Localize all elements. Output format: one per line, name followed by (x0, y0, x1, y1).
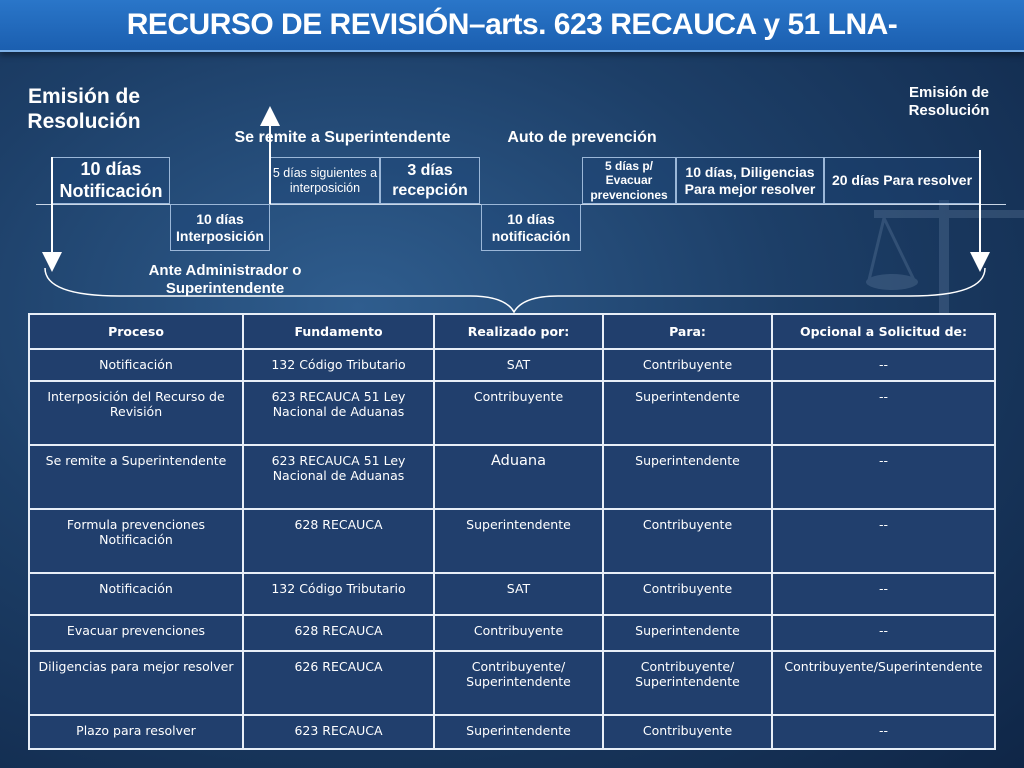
cell-opcional: -- (772, 445, 995, 509)
cell-realizado: SAT (434, 573, 603, 615)
cell-proceso: Formula prevenciones Notificación (29, 509, 243, 573)
cell-para: Superintendente (603, 381, 772, 445)
box-notificacion2: 10 días notificación (481, 204, 581, 251)
se-remite-label: Se remite a Superintendente (234, 129, 451, 146)
cell-realizado: Superintendente (434, 715, 603, 749)
cell-opcional: -- (772, 349, 995, 381)
table-row (29, 573, 995, 615)
cell-proceso: Evacuar prevenciones (29, 615, 243, 651)
cell-para: Contribuyente (603, 573, 772, 615)
auto-prevencion-label: Auto de prevención (507, 129, 657, 146)
cell-realizado: SAT (434, 349, 603, 381)
box-notificacion: 10 días Notificación (52, 157, 170, 204)
table-row (29, 715, 995, 749)
cell-para: Contribuyente (603, 349, 772, 381)
cell-proceso: Notificación (29, 573, 243, 615)
page-title: RECURSO DE REVISIÓN–arts. 623 RECAUCA y 51 LNA- (127, 0, 898, 50)
cell-opcional: -- (772, 509, 995, 573)
cell-fundamento: 132 Código Tributario (243, 349, 434, 381)
cell-realizado: Superintendente (434, 509, 603, 573)
cell-proceso: Plazo para resolver (29, 715, 243, 749)
cell-opcional: Contribuyente/Superintendente (772, 651, 995, 715)
box-evacuar: 5 días p/ Evacuar prevenciones (582, 157, 676, 204)
table-header-row (29, 314, 995, 349)
cell-fundamento: 628 RECAUCA (243, 509, 434, 573)
cell-para: Contribuyente (603, 715, 772, 749)
cell-opcional: -- (772, 573, 995, 615)
cell-fundamento: 626 RECAUCA (243, 651, 434, 715)
header-opcional: Opcional a Solicitud de: (772, 314, 995, 349)
box-diligencias: 10 días, Diligencias Para mejor resolver (676, 157, 824, 204)
table-row (29, 349, 995, 381)
box-interposicion: 10 días Interposición (170, 204, 270, 251)
cell-fundamento: 623 RECAUCA 51 Ley Nacional de Aduanas (243, 445, 434, 509)
cell-opcional: -- (772, 715, 995, 749)
cell-opcional: -- (772, 381, 995, 445)
table-row (29, 445, 995, 509)
cell-fundamento: 623 RECAUCA 51 Ley Nacional de Aduanas (243, 381, 434, 445)
cell-realizado: Contribuyente (434, 615, 603, 651)
process-table (28, 313, 996, 750)
cell-para: Superintendente (603, 445, 772, 509)
table-row (29, 651, 995, 715)
header-fundamento: Fundamento (243, 314, 434, 349)
page-subtitle: –arts. 623 RECAUCA y 51 LNA- (468, 8, 898, 41)
cell-proceso: Interposición del Recurso de Revisión (29, 381, 243, 445)
table-row (29, 615, 995, 651)
cell-proceso: Notificación (29, 349, 243, 381)
emision-resolucion-label: Emisión de Resolución (27, 85, 141, 134)
header-realizado: Realizado por: (434, 314, 603, 349)
cell-realizado: Contribuyente/ Superintendente (434, 651, 603, 715)
header-proceso: Proceso (29, 314, 243, 349)
cell-fundamento: 132 Código Tributario (243, 573, 434, 615)
emision-resolucion-right-label: Emisión de Resolución (908, 84, 990, 119)
cell-realizado: Aduana (434, 445, 603, 509)
cell-fundamento: 623 RECAUCA (243, 715, 434, 749)
cell-para: Contribuyente/ Superintendente (603, 651, 772, 715)
cell-proceso: Diligencias para mejor resolver (29, 651, 243, 715)
cell-fundamento: 628 RECAUCA (243, 615, 434, 651)
cell-para: Superintendente (603, 615, 772, 651)
ante-label: Ante Administrador o Superintendente (148, 262, 302, 297)
box-recepcion: 3 días recepción (380, 157, 480, 204)
cell-para: Contribuyente (603, 509, 772, 573)
header-para: Para: (603, 314, 772, 349)
table-row (29, 509, 995, 573)
cell-opcional: -- (772, 615, 995, 651)
box-siguientes: 5 días siguientes a interposición (270, 157, 380, 204)
cell-proceso: Se remite a Superintendente (29, 445, 243, 509)
cell-realizado: Contribuyente (434, 381, 603, 445)
box-resolver: 20 días Para resolver (824, 157, 980, 204)
table-row (29, 381, 995, 445)
